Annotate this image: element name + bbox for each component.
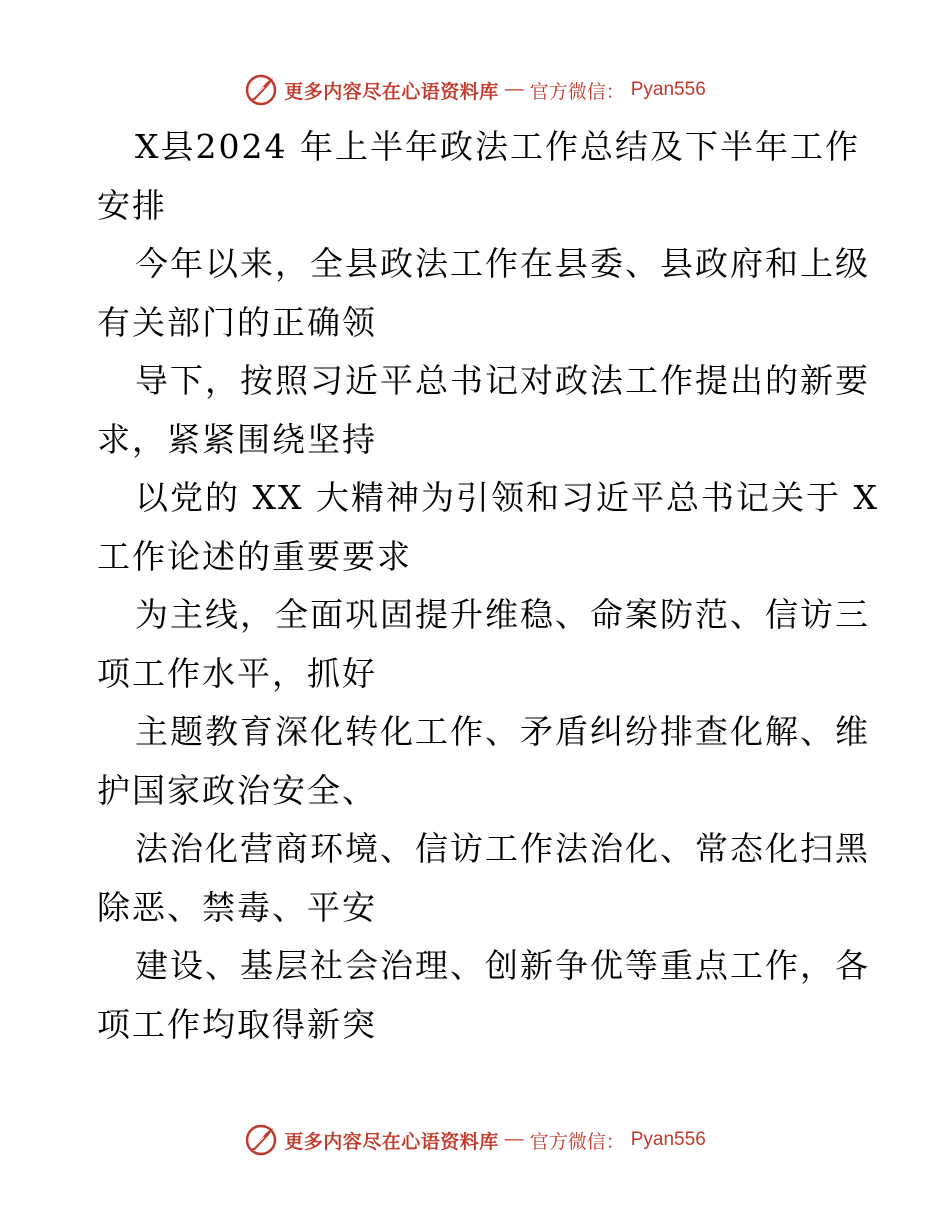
text-line: 以党的 XX 大精神为引领和习近平总书记关于 X	[135, 478, 879, 517]
text-line: 安排	[97, 185, 167, 225]
text-line: 为主线，全面巩固提升维稳、命案防范、信访三	[135, 595, 870, 634]
watermark-brand-text: 更多内容尽在心语资料库	[284, 80, 499, 103]
watermark-wechat-id: Pyan556	[630, 1129, 706, 1150]
text-line: 主题教育深化转化工作、矛盾纠纷排查化解、维	[135, 712, 870, 751]
text-line: 今年以来，全县政法工作在县委、县政府和上级	[135, 244, 870, 283]
watermark-wechat-id: Pyan556	[630, 79, 706, 100]
text-line: 项工作均取得新突	[97, 1004, 377, 1044]
document-body	[97, 118, 879, 1054]
watermark-brand-text: 更多内容尽在心语资料库	[284, 1130, 499, 1153]
text-line: 有关部门的正确领	[97, 302, 377, 342]
feather-pen-logo-icon	[244, 1123, 278, 1157]
watermark-footer	[0, 1120, 950, 1160]
watermark-dash: —	[504, 1129, 524, 1150]
text-line: 建设、基层社会治理、创新争优等重点工作，各	[135, 946, 870, 985]
watermark-dash: —	[504, 79, 524, 100]
watermark-header	[0, 70, 950, 110]
watermark-wechat-label: 官方微信：	[529, 80, 625, 103]
text-line: 工作论述的重要要求	[97, 536, 412, 576]
text-line: 除恶、禁毒、平安	[97, 887, 377, 927]
text-line: 项工作水平，抓好	[97, 653, 377, 693]
text-line: 导下，按照习近平总书记对政法工作提出的新要	[135, 361, 870, 400]
text-line: 护国家政治安全、	[97, 770, 377, 810]
watermark-wechat-label: 官方微信：	[529, 1130, 625, 1153]
feather-pen-logo-icon	[244, 73, 278, 107]
text-line: 求，紧紧围绕坚持	[97, 419, 377, 459]
text-line: X县2024 年上半年政法工作总结及下半年工作	[135, 127, 860, 166]
text-line: 法治化营商环境、信访工作法治化、常态化扫黑	[135, 829, 870, 868]
